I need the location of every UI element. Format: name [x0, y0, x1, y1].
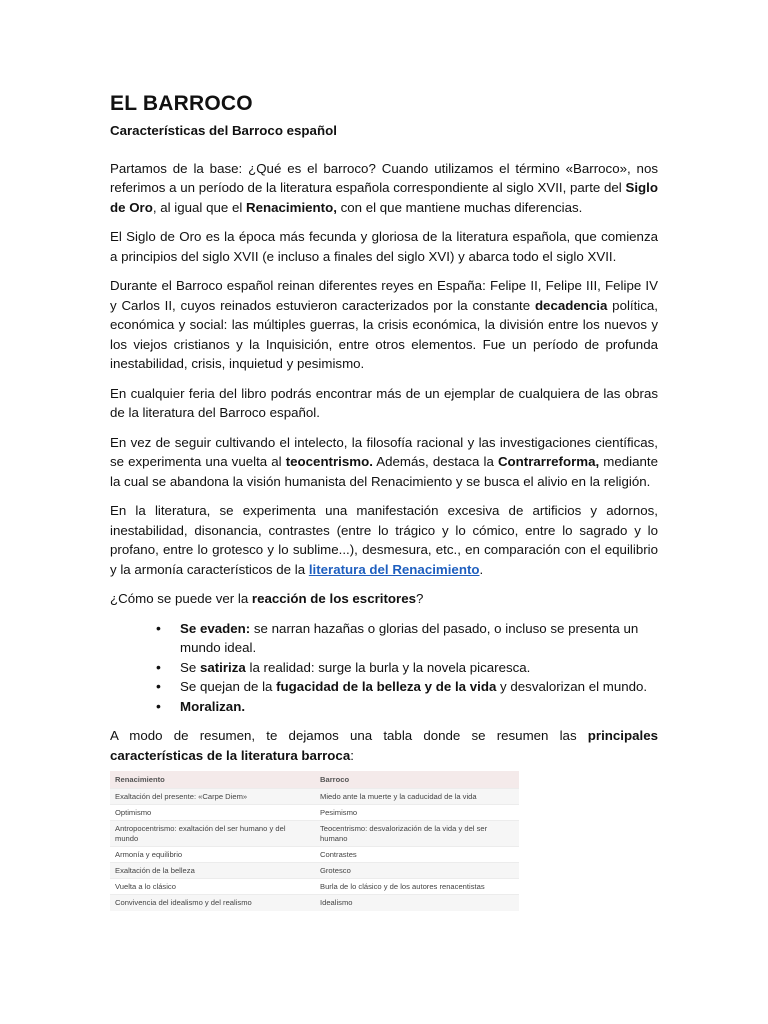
table-cell: Antropocentrismo: exaltación del ser humano y del mundo — [110, 821, 315, 846]
table-cell: Exaltación del presente: «Carpe Diem» — [110, 789, 315, 805]
page-subtitle: Características del Barroco español — [110, 123, 337, 138]
bullet-icon: • — [156, 658, 161, 675]
list-item: • Se satiriza la realidad: surge la burla y la novela picaresca. — [180, 658, 658, 678]
bullet-icon: • — [156, 678, 161, 694]
paragraph-teocentrismo: En vez de seguir cultivando el intelecto, la filosofía racional y las investigaciones científicas, se experimenta una vuelta al teocentrismo. Además, destaca la Contrarreforma, mediante la cual se abandona la visión humanista del Renacimiento y se busca el alivio en la religión. — [110, 434, 658, 489]
document-body — [110, 90, 658, 765]
table-cell: Grotesco — [315, 863, 519, 879]
table-cell: Armonía y equilibrio — [110, 846, 315, 862]
table-row — [110, 805, 519, 821]
paragraph-siglo-de-oro: El Siglo de Oro es la época más fecunda y gloriosa de la literatura española, que comienza a principios del siglo XVII (e incluso a finales del siglo XVI) y abarca todo el siglo XVII. — [110, 229, 658, 264]
table-cell: Miedo ante la muerte y la caducidad de la vida — [315, 789, 519, 805]
paragraph-feria: En cualquier feria del libro podrás encontrar más de un ejemplar de cualquiera de las obras de la literatura del Barroco español. — [110, 385, 658, 420]
table-header-renacimiento: Renacimiento — [110, 771, 315, 789]
table-cell: Optimismo — [110, 805, 315, 821]
table-row — [110, 879, 519, 895]
paragraph-resumen: A modo de resumen, te dejamos una tabla donde se resumen las principales características de la literatura barroca: — [110, 728, 658, 763]
table-cell: Convivencia del idealismo y del realismo — [110, 895, 315, 911]
paragraph-literatura: En la literatura, se experimenta una manifestación excesiva de artificios y adornos, inestabilidad, disonancia, contrastes (entre lo trágico y lo cómico, entre lo sagrado y lo profano, entre lo grotesco y lo sublime...), desmesura, etc., en comparación con el equilibrio y la armonía característicos de la literatura del Renacimiento. — [110, 503, 658, 577]
table-cell: Contrastes — [315, 846, 519, 862]
table-row — [110, 821, 519, 846]
renacimiento-link[interactable]: literatura del Renacimiento — [308, 561, 480, 577]
bullet-icon: • — [156, 619, 161, 636]
reaction-list — [110, 619, 658, 717]
table-row — [110, 789, 519, 805]
paragraph-reyes: Durante el Barroco español reinan diferentes reyes en España: Felipe II, Felipe III, Felipe IV y Carlos II, cuyos reinados estuvieron caracterizados por la constante decadencia política, económica y social: las múltiples guerras, la crisis económica, la división entre los nuevos y los viejos cristianos y la Inquisición, entre otros elementos. Fue un período de profunda inestabilidad, crisis, inquietud y pesimismo. — [110, 278, 658, 371]
table-cell: Teocentrismo: desvalorización de la vida y del ser humano — [315, 821, 519, 846]
list-item: • Se evaden: se narran hazañas o glorias del pasado, o incluso se presenta un mundo ideal. — [156, 619, 639, 655]
table-row — [110, 863, 519, 879]
table-cell: Exaltación de la belleza — [110, 863, 315, 879]
table-row — [110, 895, 519, 911]
summary-table — [110, 771, 519, 911]
bullet-icon: • — [156, 697, 161, 714]
table-cell: Idealismo — [315, 895, 519, 911]
table-cell: Burla de lo clásico y de los autores renacentistas — [315, 879, 519, 895]
table-header-row — [110, 771, 519, 789]
page-title: EL BARROCO — [110, 92, 253, 115]
list-item: • Moralizan. — [180, 697, 658, 717]
paragraph-reaccion: ¿Cómo se puede ver la reacción de los escritores? — [110, 591, 424, 606]
table-row — [110, 846, 519, 862]
table-cell: Vuelta a lo clásico — [110, 879, 315, 895]
table-header-barroco: Barroco — [315, 771, 519, 789]
list-item: • Se quejan de la fugacidad de la belleza y de la vida y desvalorizan el mundo. — [180, 677, 658, 697]
summary-table-image — [110, 771, 519, 911]
paragraph-intro: Partamos de la base: ¿Qué es el barroco? Cuando utilizamos el término «Barroco», nos referimos a un período de la literatura española correspondiente al siglo XVII, parte del Siglo de Oro, al igual que el Renacimiento, con el que mantiene muchas diferencias. — [110, 160, 658, 215]
table-cell: Pesimismo — [315, 805, 519, 821]
